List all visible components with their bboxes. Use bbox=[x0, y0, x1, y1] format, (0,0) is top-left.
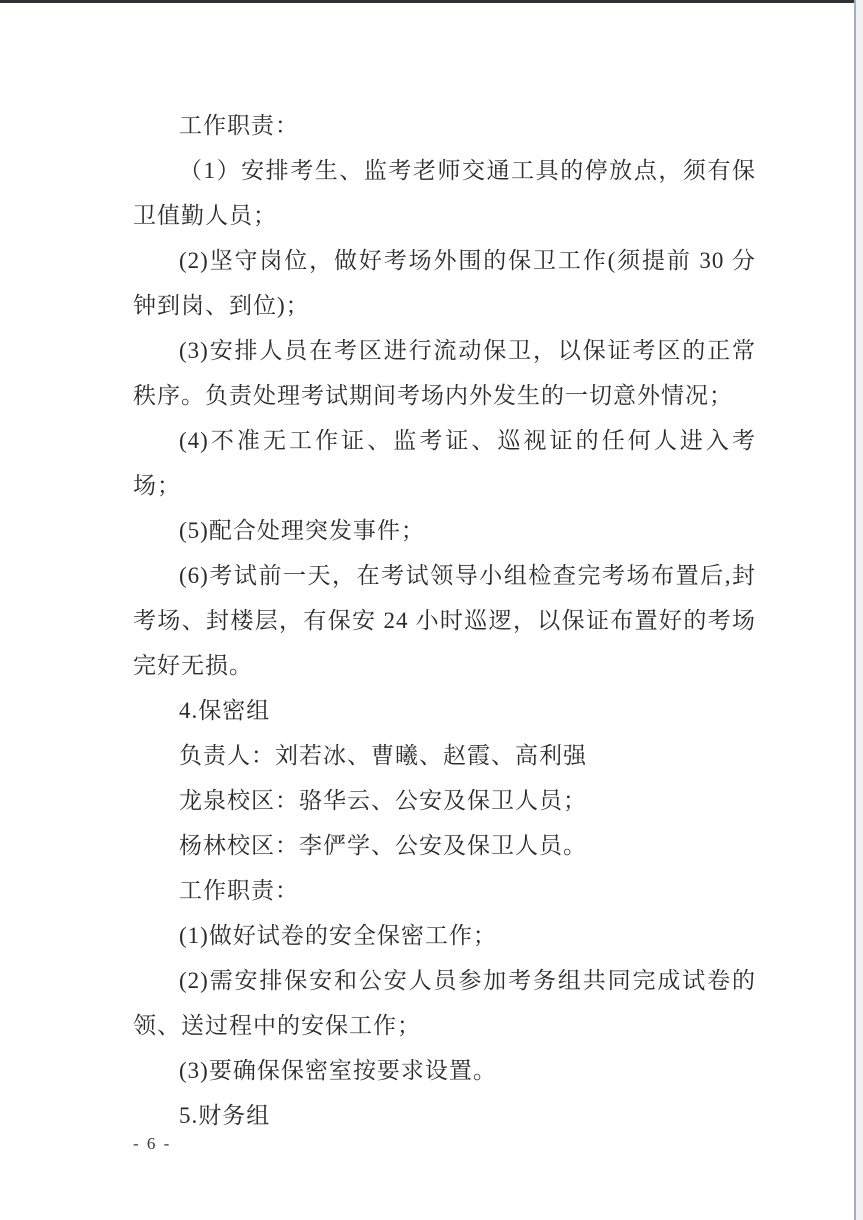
page-number: - 6 - bbox=[133, 1134, 172, 1153]
paragraph-duty-item-3: (3)安排人员在考区进行流动保卫，以保证考区的正常秩序。负责处理考试期间考场内外发生的一切意外情况； bbox=[133, 338, 756, 408]
paragraph-duty-heading-2: 工作职责： bbox=[179, 878, 299, 903]
paragraph-longquan-campus: 龙泉校区：骆华云、公安及保卫人员； bbox=[179, 788, 587, 813]
paragraph-yanglin-campus: 杨林校区：李俨学、公安及保卫人员。 bbox=[179, 833, 587, 858]
paragraph-duty-item-2: (2)坚守岗位，做好考场外围的保卫工作(须提前 30 分钟到岗、到位)； bbox=[133, 248, 756, 318]
paragraph-section-5-heading: 5.财务组 bbox=[179, 1103, 271, 1128]
paragraph-secrecy-item-2: (2)需安排保安和公安人员参加考务组共同完成试卷的领、送过程中的安保工作； bbox=[133, 968, 756, 1038]
scan-right-edge-line bbox=[854, 0, 856, 1220]
scan-top-edge-artifact bbox=[0, 0, 863, 3]
paragraph-duty-item-1: （1）安排考生、监考老师交通工具的停放点，须有保卫值勤人员； bbox=[133, 158, 756, 228]
paragraph-duty-heading: 工作职责： bbox=[179, 113, 299, 138]
paragraph-secrecy-item-1: (1)做好试卷的安全保密工作； bbox=[179, 923, 497, 948]
paragraph-leaders: 负责人：刘若冰、曹曦、赵霞、高利强 bbox=[179, 743, 587, 768]
scan-right-margin-strip bbox=[856, 0, 863, 1220]
paragraph-section-4-heading: 4.保密组 bbox=[179, 698, 271, 723]
paragraph-duty-item-6: (6)考试前一天，在考试领导小组检查完考场布置后,封考场、封楼层，有保安 24 小时巡逻，以保证布置好的考场完好无损。 bbox=[133, 563, 756, 678]
paragraph-duty-item-4: (4)不准无工作证、监考证、巡视证的任何人进入考场； bbox=[133, 428, 756, 498]
paragraph-secrecy-item-3: (3)要确保保密室按要求设置。 bbox=[179, 1058, 497, 1083]
paragraph-duty-item-5: (5)配合处理突发事件； bbox=[179, 518, 425, 543]
document-text-body bbox=[133, 103, 756, 1138]
